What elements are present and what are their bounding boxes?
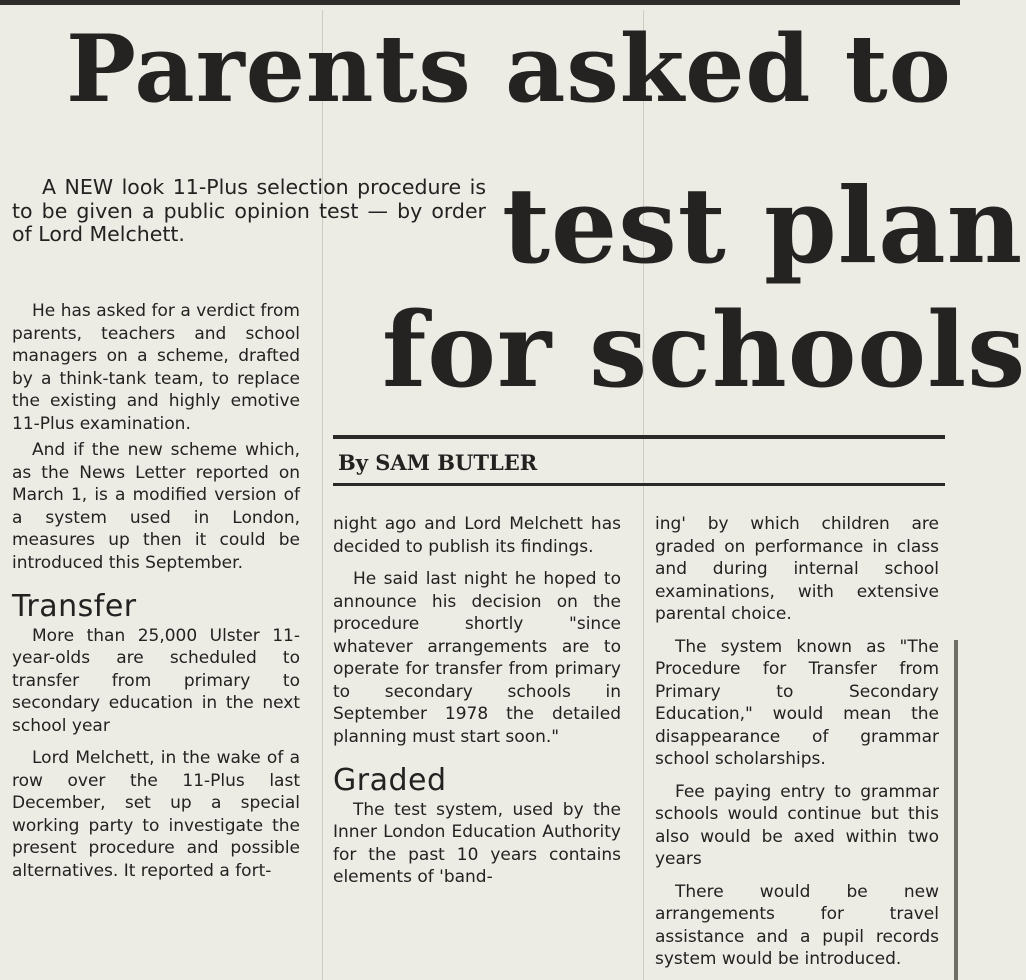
byline-rule-bottom	[333, 483, 945, 486]
subheading-transfer: Transfer	[12, 589, 137, 624]
paragraph: Fee paying entry to grammar schools would continue but this also would be axed within two years	[655, 781, 939, 869]
paragraph: He said last night he hoped to announce his decision on the procedure shortly "since whatever arrangements are to operate for transfer from primary to secondary schools in September 1978 the detailed planning must start soon."	[333, 569, 621, 747]
paragraph: Lord Melchett, in the wake of a row over the 11-Plus last December, set up a special working party to investigate the present procedure and possible alternatives. It reported a fort-	[12, 748, 300, 881]
article-column-3	[655, 513, 939, 975]
column-divider	[643, 10, 644, 980]
paragraph: And if the new scheme which, as the News Letter reported on March 1, is a modified version of a system used in London, measures up then it could be introduced this September.	[12, 440, 300, 573]
paragraph: night ago and Lord Melchett has decided to publish its findings.	[333, 514, 621, 557]
column-divider	[322, 10, 323, 980]
headline-line-3: for schools	[382, 290, 1026, 411]
byline: By SAM BUTLER	[338, 450, 538, 475]
headline-line-1: Parents asked to	[66, 14, 952, 123]
article-column-2	[333, 513, 621, 893]
article-column-1	[12, 300, 300, 886]
paragraph: The test system, used by the Inner London Education Authority for the past 10 years contains elements of 'band-	[333, 799, 621, 887]
paragraph: There would be new arrangements for travel assistance and a pupil records system would be introduced.	[655, 881, 939, 969]
paragraph: The system known as "The Procedure for Transfer from Primary to Secondary Education," would mean the disappearance of grammar school scholarships.	[655, 636, 939, 769]
paragraph: He has asked for a verdict from parents, teachers and school managers on a scheme, drafted by a think-tank team, to replace the existing and highly emotive 11-Plus examination.	[12, 301, 300, 434]
byline-rule-top	[333, 435, 945, 439]
paragraph: ing' by which children are graded on performance in class and during internal school examinations, with extensive parental choice.	[655, 514, 939, 624]
lede-paragraph: A NEW look 11-Plus selection procedure is to be given a public opinion test — by order of Lord Melchett.	[12, 175, 486, 246]
paragraph: More than 25,000 Ulster 11-year-olds are scheduled to transfer from primary to secondary education in the next school year	[12, 625, 300, 736]
page-edge-shadow	[954, 640, 958, 980]
headline-line-2: test plan	[502, 164, 1024, 287]
top-border	[0, 0, 960, 5]
subheading-graded: Graded	[333, 763, 447, 798]
